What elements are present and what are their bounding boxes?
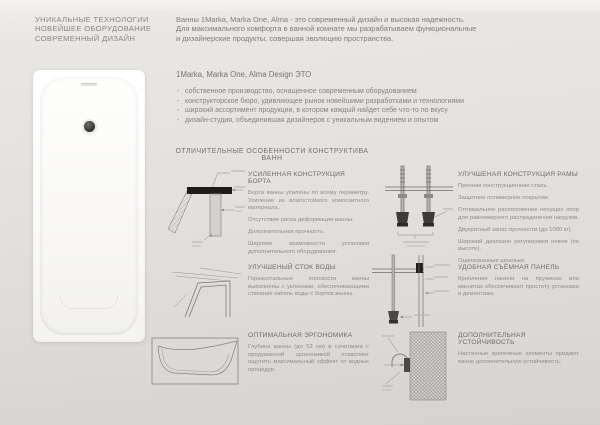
section-drain	[248, 264, 369, 303]
section-ergonomics-paragraph: Глубина ванны (до 52 см) в сочетании с продуманной эргономикой позволяет ощутить максимальный эффект от водных процедур.	[248, 344, 369, 373]
section-board-title: УСИЛЕННАЯ КОНСТРУКЦИЯ БОРТА	[248, 171, 346, 185]
section-panel	[458, 264, 579, 303]
features-heading: ОТЛИЧИТЕЛЬНЫЕ ОСОБЕННОСТИ КОНСТРУКТИВА ВАНН	[175, 148, 369, 162]
section-board-paragraph: Дополнительная прочность.	[248, 229, 325, 235]
section-ergonomics	[248, 332, 369, 379]
brand-bullet: - широкий ассортимент продукции, в котором каждый найдет себе что-то по вкусу	[176, 106, 506, 116]
slogan-line: СОВРЕМЕННЫЙ ДИЗАЙН	[35, 33, 136, 43]
panel-mount-diagram	[372, 253, 454, 335]
slogan-line: УНИКАЛЬНЫЕ ТЕХНОЛОГИИ	[35, 15, 149, 24]
water-drain-diagram	[172, 261, 242, 323]
section-frame-paragraph: Оцинкованные шпильки.	[458, 258, 526, 264]
brand-bullet: - собственное производство, оснащенное современным оборудованием	[176, 87, 506, 97]
intro-line: и дизайнерские продукты, совершая эволюцию пространства.	[176, 33, 394, 43]
section-ergonomics-title: ОПТИМАЛЬНАЯ ЭРГОНОМИКА	[248, 332, 353, 339]
slogan	[35, 15, 185, 43]
section-frame	[458, 171, 579, 270]
section-panel-paragraph: Крепления панели на пружинах или магнитах обеспечивают простоту установки и демонтажа.	[458, 276, 579, 297]
section-board-paragraph: Широкие возможности установки дополнительного оборудования.	[248, 241, 369, 255]
bathtub-top-view	[33, 70, 145, 342]
section-panel-title: УДОБНАЯ СЪЁМНАЯ ПАНЕЛЬ	[458, 264, 560, 271]
bathtub-basin	[40, 77, 138, 335]
drain-icon	[84, 121, 95, 132]
section-frame-paragraph: Прочная конструкционная сталь.	[458, 183, 549, 189]
bathtub-seat-outline	[60, 296, 118, 309]
slogan-line: НОВЕЙШЕЕ ОБОРУДОВАНИЕ	[35, 24, 152, 34]
top-band	[0, 0, 600, 11]
brand-block	[176, 70, 506, 125]
overflow-slot-icon	[81, 83, 97, 86]
section-board-paragraph: Борта ванны усилены по всему периметру. Усиление из влагостойкого композитного материала.	[248, 190, 369, 211]
wall-bracket-diagram	[382, 332, 454, 404]
brand-bullet: - конструкторское бюро, удивляющее рынок новейшими разработками и технологиями	[176, 97, 506, 107]
section-frame-paragraph: Двукратный запас прочности (до 1000 кг).	[458, 226, 573, 233]
section-frame-paragraph: Широкий диапазон регулировки ножек (по высоте).	[458, 238, 579, 252]
intro-line: Ванны 1Marka, Marka One, Alma - это современный дизайн и высокая надежность.	[176, 15, 465, 24]
section-drain-title: УЛУЧШЕНЫЙ СТОК ВОДЫ	[248, 264, 336, 271]
section-stability-title: ДОПОЛНИТЕЛЬНАЯ УСТОЙЧИВОСТЬ	[458, 332, 526, 346]
section-drain-paragraph: Горизонтальные плоскости ванны выполнены с уклонами, обеспечивающими стекание капель воды с бортов ванны.	[248, 276, 369, 297]
ergonomics-diagram	[150, 333, 242, 389]
intro-line: Для максимального комфорта в ванной комнате мы разрабатываем функциональные	[176, 24, 477, 34]
board-reinforcement-diagram	[168, 166, 246, 258]
brand-bullets	[176, 87, 506, 125]
intro-text	[176, 15, 576, 43]
brand-title: 1Marka, Marka One, Alma Design ЭТО	[176, 70, 312, 79]
section-frame-paragraph: Защитное полимерное покрытие.	[458, 195, 550, 201]
section-frame-paragraph: Оптимальное расположение несущих опор для равномерного распределения нагрузки.	[458, 207, 579, 221]
section-frame-title: УЛУЧШЕНАЯ КОНСТРУКЦИЯ РАМЫ	[458, 171, 578, 178]
section-stability	[458, 332, 579, 371]
frame-legs-diagram	[385, 160, 453, 256]
section-board	[248, 171, 369, 261]
section-board-paragraph: Отсутствие риска деформации ванны.	[248, 217, 354, 223]
brand-bullet: - дизайн-студия, объединившая дизайнеров с уникальным видением и опытом	[176, 116, 506, 126]
section-stability-paragraph: Настенные крепежные элементы придают ванне дополнительную устойчивость.	[458, 351, 579, 365]
